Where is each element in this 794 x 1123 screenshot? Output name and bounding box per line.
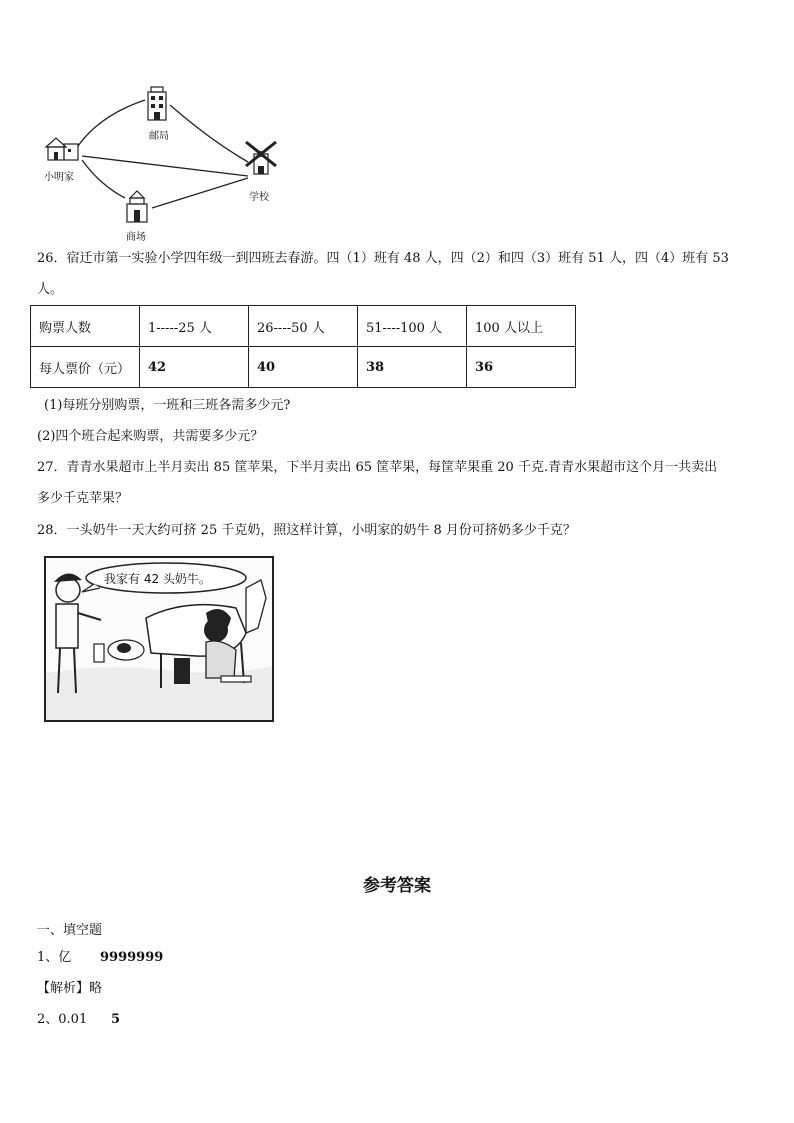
mall-icon	[124, 190, 150, 224]
house-icon	[44, 136, 82, 162]
milking-cartoon	[44, 556, 274, 722]
table-cell: 38	[358, 347, 467, 388]
question-26-sub2: (2)四个班合起来购票，共需要多少元？	[37, 429, 264, 444]
map-label-post-office: 邮局	[149, 131, 169, 142]
question-27-line2: 多少千克苹果？	[37, 491, 129, 506]
speech-bubble-text: 我家有 42 头奶牛。	[104, 572, 211, 586]
route-map	[0, 0, 794, 245]
table-header-cell: 购票人数	[31, 306, 140, 347]
ticket-price-table	[30, 305, 576, 388]
table-row	[31, 347, 576, 388]
answers-title: 参考答案	[363, 876, 431, 896]
post-office-icon	[145, 86, 169, 122]
answers-section-1: 一、填空题	[37, 923, 103, 938]
question-26-line1: 26．宿迁市第一实验小学四年级一到四班去春游。四（1）班有 48 人，四（2）和四（3）班有 51 人，四（4）班有 53	[37, 251, 729, 266]
answer-2-number: 2、0.01	[37, 1012, 88, 1027]
table-header-cell: 26----50 人	[249, 306, 358, 347]
answer-1-value: 9999999	[100, 950, 164, 965]
question-28-line1: 28．一头奶牛一天大约可挤 25 千克奶，照这样计算，小明家的奶牛 8 月份可挤奶多少千克？	[37, 523, 576, 538]
map-label-home: 小明家	[44, 172, 74, 183]
map-label-school: 学校	[249, 192, 269, 203]
route-map-lines	[0, 0, 794, 245]
school-icon	[244, 136, 278, 180]
question-27-line1: 27．青青水果超市上半月卖出 85 筐苹果，下半月卖出 65 筐苹果，每筐苹果重 20 千克.青青水果超市这个月一共卖出	[37, 460, 718, 475]
table-cell: 40	[249, 347, 358, 388]
table-header-cell: 51----100 人	[358, 306, 467, 347]
question-26-sub1: (1)每班分别购票，一班和三班各需多少元?	[44, 398, 291, 413]
table-header-cell: 100 人以上	[467, 306, 576, 347]
map-label-mall: 商场	[126, 232, 146, 243]
table-cell: 42	[140, 347, 249, 388]
table-row	[31, 306, 576, 347]
answer-1-number: 1、亿	[37, 950, 72, 965]
table-cell: 36	[467, 347, 576, 388]
question-26-line2: 人。	[37, 282, 64, 297]
table-header-cell: 1-----25 人	[140, 306, 249, 347]
table-cell: 每人票价（元）	[31, 347, 140, 388]
answer-analysis: 【解析】略	[37, 981, 103, 996]
answer-2-value: 5	[111, 1012, 121, 1027]
